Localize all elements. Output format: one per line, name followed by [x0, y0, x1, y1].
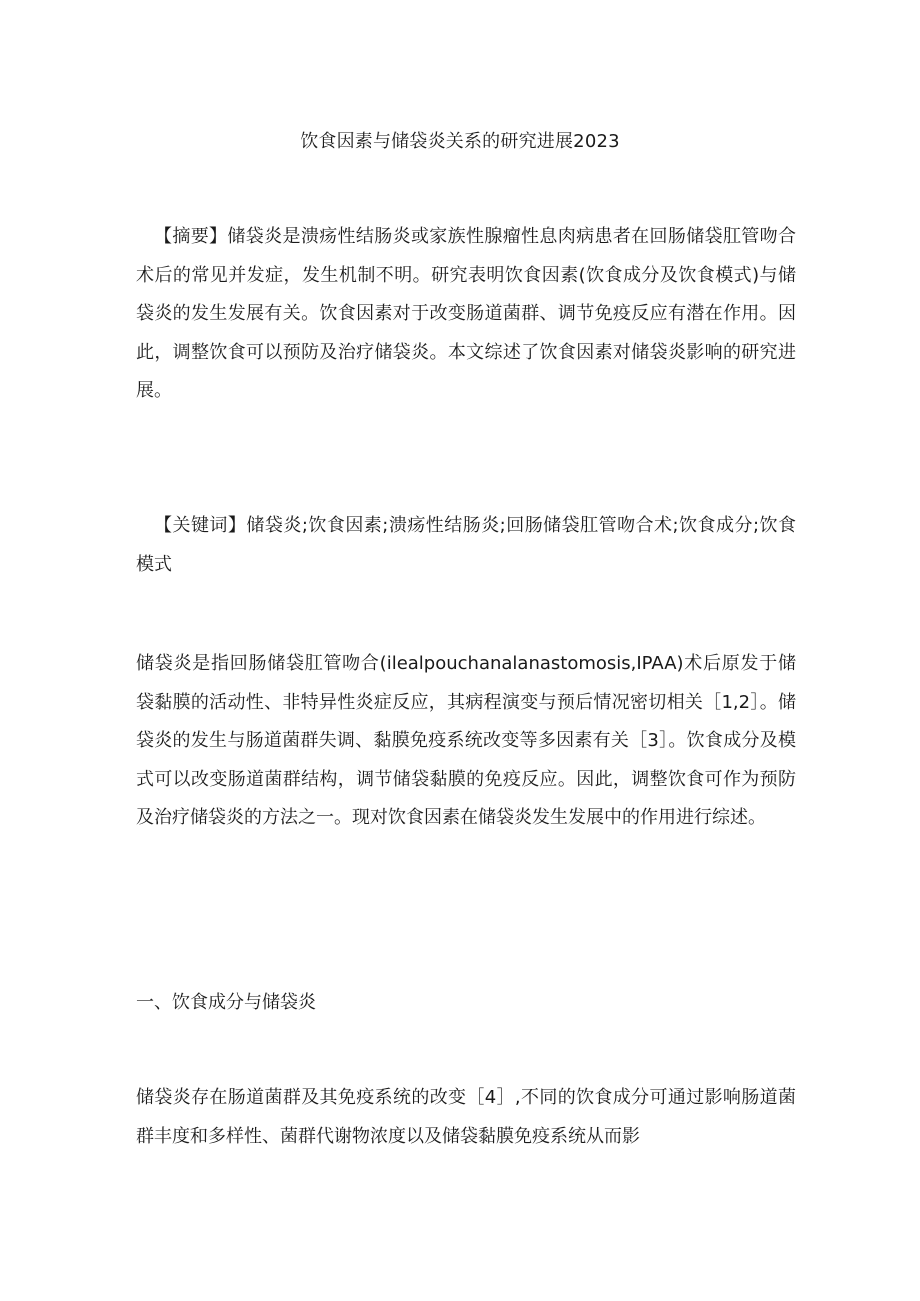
- document-title: 饮食因素与储袋炎关系的研究进展2023: [300, 131, 620, 152]
- abstract-paragraph: 【摘要】储袋炎是溃疡性结肠炎或家族性腺瘤性息肉病患者在回肠储袋肛管吻合术后的常见并发症，发生机制不明。研究表明饮食因素(饮食成分及饮食模式)与储袋炎的发生发展有关。饮食因素对于改变肠道菌群、调节免疫反应有潜在作用。因此，调整饮食可以预防及治疗储袋炎。本文综述了饮食因素对储袋炎影响的研究进展。: [136, 226, 796, 401]
- keywords-paragraph: 【关键词】储袋炎;饮食因素;溃疡性结肠炎;回肠储袋肛管吻合术;饮食成分;饮食模式: [136, 515, 796, 575]
- section-paragraph: 储袋炎存在肠道菌群及其免疫系统的改变［4］,不同的饮食成分可通过影响肠道菌群丰度和多样性、菌群代谢物浓度以及储袋黏膜免疫系统从而影: [136, 1087, 796, 1147]
- intro-paragraph: 储袋炎是指回肠储袋肛管吻合(ilealpouchanalanastomosis,IPAA)术后原发于储袋黏膜的活动性、非特异性炎症反应，其病程演变与预后情况密切相关［1,2］。储袋炎的发生与肠道菌群失调、黏膜免疫系统改变等多因素有关［3］。饮食成分及模式可以改变肠道菌群结构，调节储袋黏膜的免疫反应。因此，调整饮食可作为预防及治疗储袋炎的方法之一。现对饮食因素在储袋炎发生发展中的作用进行综述。: [136, 653, 796, 828]
- section-heading: 一、饮食成分与储袋炎: [136, 992, 316, 1013]
